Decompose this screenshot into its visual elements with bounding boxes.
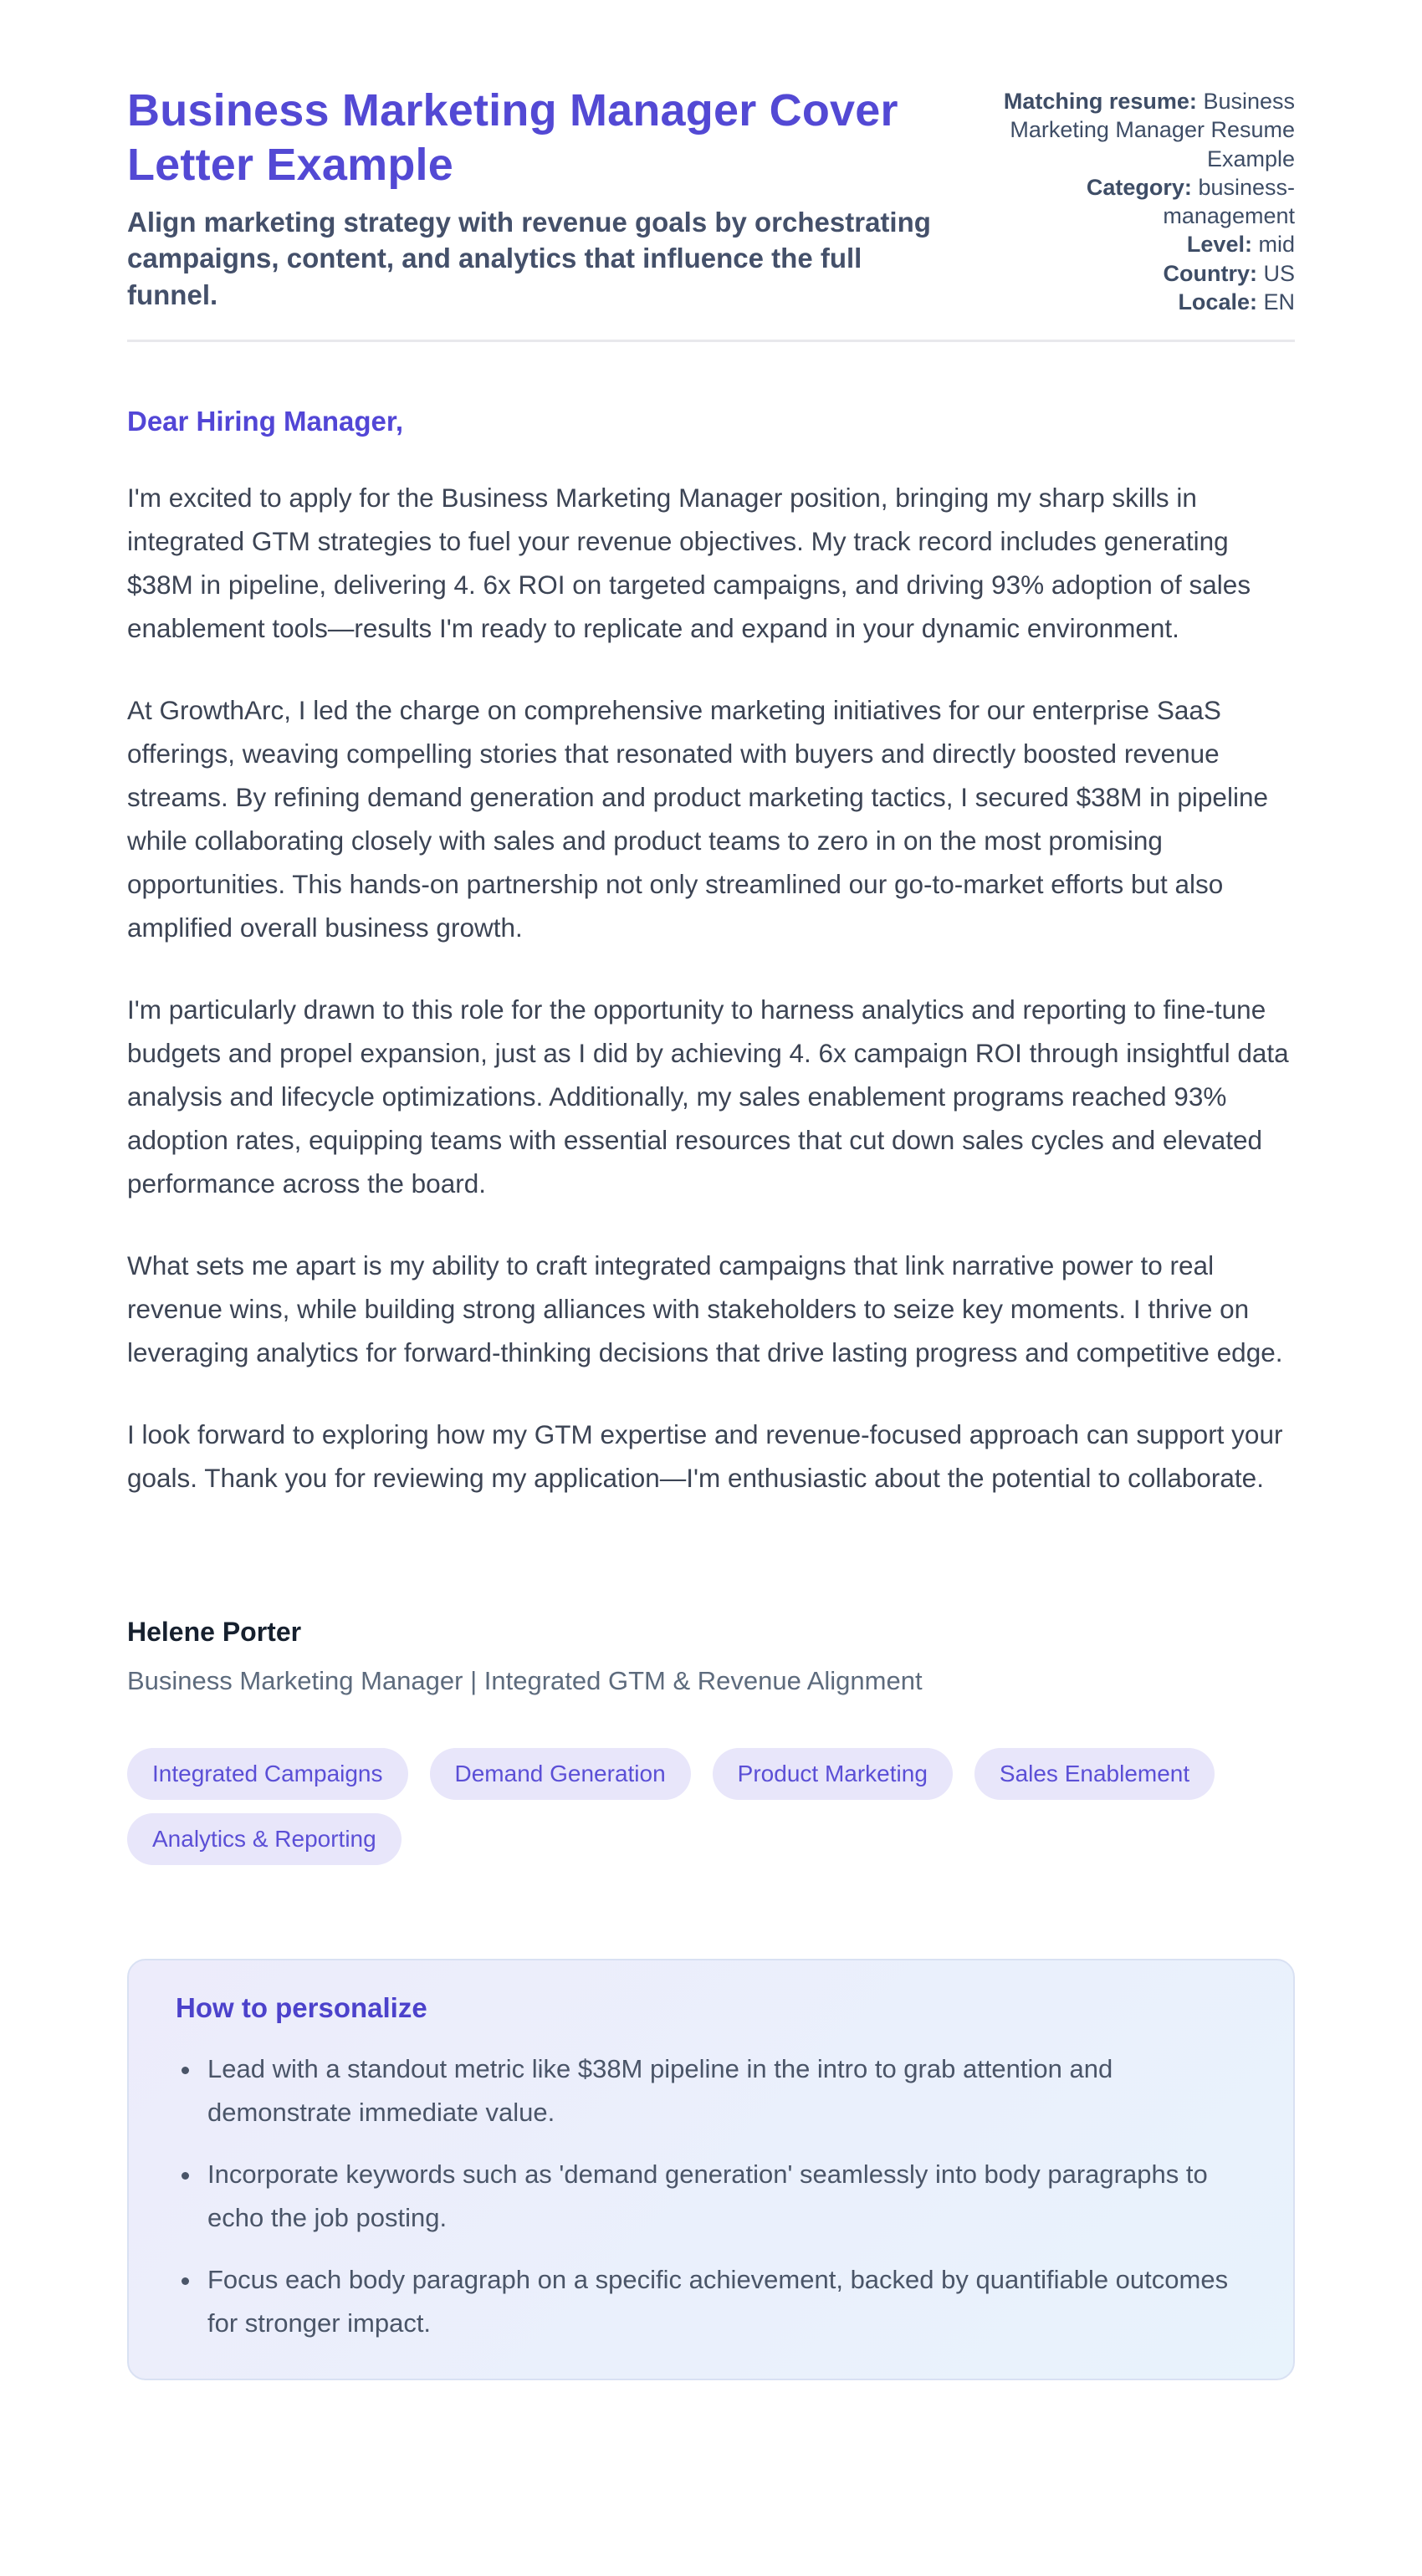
meta-label: Matching resume:: [1003, 89, 1197, 114]
personalize-tip: • Incorporate keywords such as 'demand generation' seamlessly into body paragraphs to echo the job posting.: [202, 2153, 1246, 2240]
tag-chip[interactable]: Product Marketing: [713, 1748, 953, 1800]
letter-paragraph: I look forward to exploring how my GTM expertise and revenue-focused approach can support your goals. Thank you for reviewing my application—I'm enthusiastic about the potential to collaborate.: [127, 1419, 1283, 1494]
letter-paragraph: At GrowthArc, I led the charge on comprehensive marketing initiatives for our enterprise SaaS offerings, weaving compelling stories that resonated with buyers and directly boosted revenue streams. By refining demand generation and product marketing tactics, I secured $38M in pipeline while collaborating closely with sales and product teams to zero in on the most promising opportunities. This hands-on partnership not only streamlined our go-to-market efforts but also amplified overall business growth.: [127, 695, 1268, 943]
letter-paragraph: What sets me apart is my ability to craft integrated campaigns that link narrative power to real revenue wins, while building strong alliances with stakeholders to seize key moments. I thrive on leveraging analytics for forward-thinking decisions that drive lasting progress and competitive edge.: [127, 1250, 1283, 1368]
signature-role: Business Marketing Manager | Integrated GTM & Revenue Alignment: [127, 1666, 923, 1696]
personalize-tip: • Lead with a standout metric like $38M pipeline in the intro to grab attention and demonstrate immediate value.: [202, 2047, 1246, 2134]
meta-item: [985, 259, 1295, 288]
letter-paragraph: I'm particularly drawn to this role for the opportunity to harness analytics and reporting to fine-tune budgets and propel expansion, just as I did by achieving 4. 6x campaign ROI through insightful data analysis and lifecycle optimizations. Additionally, my sales enablement programs reached 93% adoption rates, equipping teams with essential resources that cut down sales cycles and elevated performance across the board.: [127, 994, 1289, 1199]
meta-value: business-management: [1163, 174, 1295, 229]
tag-chip[interactable]: Demand Generation: [430, 1748, 691, 1800]
meta-label: Category:: [1086, 174, 1192, 200]
signature-name: Helene Porter: [127, 1617, 302, 1648]
personalize-tip: • Focus each body paragraph on a specific achievement, backed by quantifiable outcomes for stronger impact.: [202, 2258, 1246, 2345]
personalize-heading: How to personalize: [176, 1992, 427, 2024]
tag-chip[interactable]: Sales Enablement: [974, 1748, 1215, 1800]
header-divider: [127, 340, 1295, 342]
meta-value: Business Marketing Manager Resume Example: [1010, 89, 1295, 171]
letter-paragraph: I'm excited to apply for the Business Marketing Manager position, bringing my sharp skills in integrated GTM strategies to fuel your revenue objectives. My track record includes generating $38M in pipeline, delivering 4. 6x ROI on targeted campaigns, and driving 93% adoption of sales enablement tools—results I'm ready to replicate and expand in your dynamic environment.: [127, 483, 1251, 644]
meta-block: [985, 84, 1295, 316]
header: [127, 84, 1295, 316]
meta-value: US: [1263, 260, 1295, 286]
meta-label: Locale:: [1178, 289, 1257, 314]
tag-chip[interactable]: Integrated Campaigns: [127, 1748, 408, 1800]
page: [127, 0, 1295, 2439]
page-title: Business Marketing Manager Cover Letter Example: [127, 85, 898, 190]
tag-chip[interactable]: Analytics & Reporting: [127, 1813, 402, 1865]
letter-greeting: Dear Hiring Manager,: [127, 406, 404, 437]
personalize-tip-list: [176, 2047, 1246, 2345]
meta-item: [985, 230, 1295, 258]
page-subtitle: Align marketing strategy with revenue goals by orchestrating campaigns, content, and analytics that influence the full funnel.: [127, 206, 931, 311]
meta-value: mid: [1258, 232, 1295, 258]
personalize-box: [127, 1959, 1295, 2380]
meta-item: [985, 87, 1295, 173]
tag-list: [127, 1748, 1295, 1865]
meta-value: EN: [1263, 289, 1295, 314]
meta-item: [985, 173, 1295, 231]
letter-body: [127, 476, 1295, 1500]
meta-item: [985, 288, 1295, 316]
meta-label: Country:: [1163, 260, 1257, 286]
header-title-block: [127, 84, 947, 314]
meta-label: Level:: [1186, 232, 1252, 258]
